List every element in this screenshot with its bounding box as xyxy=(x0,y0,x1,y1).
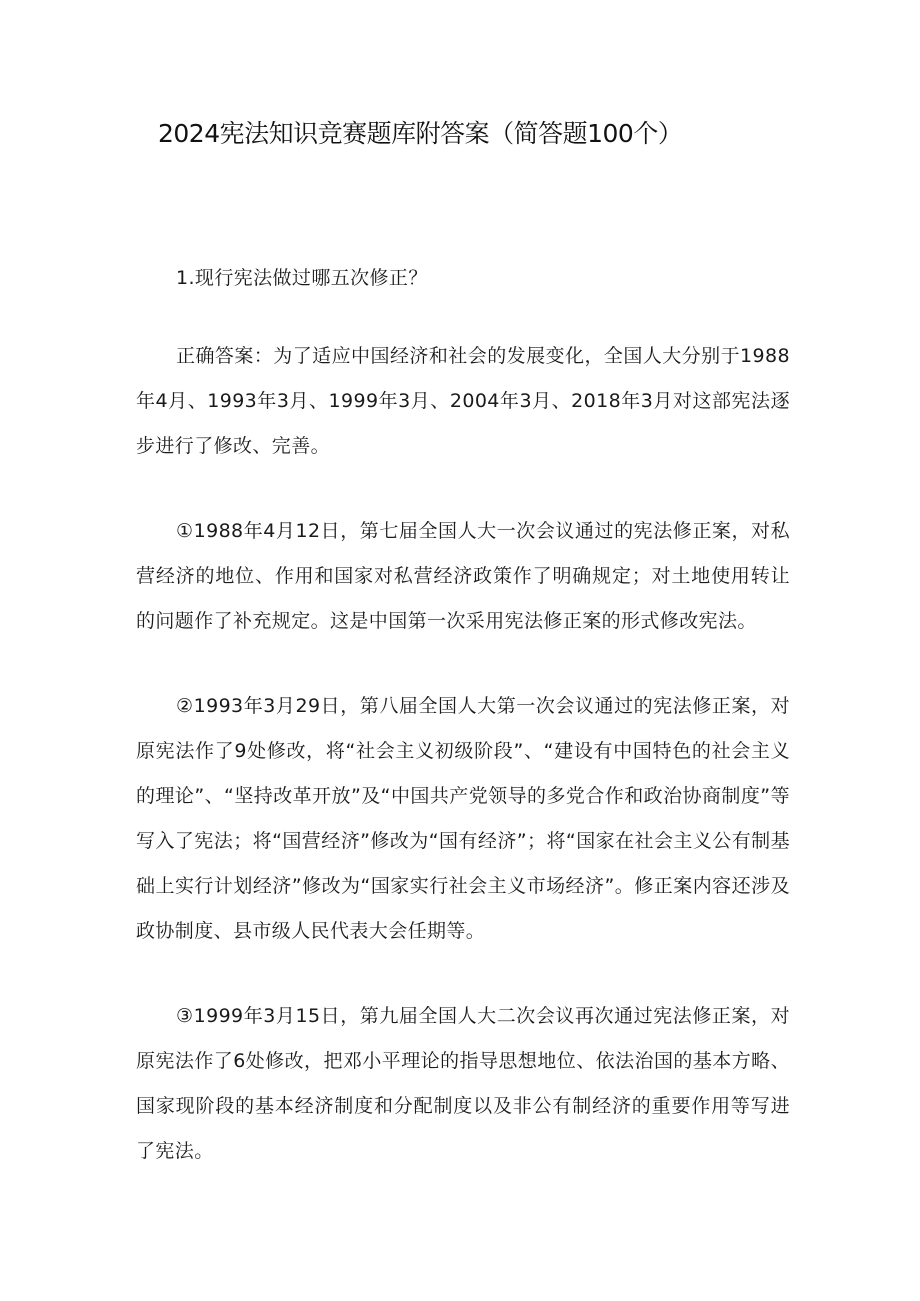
spacer xyxy=(136,301,790,334)
amendment-1988: ①1988年4月12日，第七届全国人大一次会议通过的宪法修正案，对私营经济的地位、作用和国家对私营经济政策作了明确规定；对土地使用转让的问题作了补充规定。这是中国第一次采用宪法修正案的形式修改宪法。 xyxy=(136,520,790,632)
amendment-1993: ②1993年3月29日，第八届全国人大第一次会议通过的宪法修正案，对原宪法作了9处修改，将“社会主义初级阶段”、“建设有中国特色的社会主义的理论”、“坚持改革开放”及“中国共产党领导的多党合作和政治协商制度”等写入了宪法；将“国营经济”修改为“国有经济”；将“国家在社会主义公有制基础上实行计划经济”修改为“国家实行社会主义市场经济”。修正案内容还涉及政协制度、县市级人民代表大会任期等。 xyxy=(136,695,790,942)
document-title: 2024宪法知识竞赛题库附答案（简答题100个） xyxy=(158,119,683,148)
spacer xyxy=(136,644,790,684)
spacer xyxy=(136,954,790,994)
document-body xyxy=(136,256,790,1174)
amendment-1999: ③1999年3月15日，第九届全国人大二次会议再次通过宪法修正案，对原宪法作了6处修改，把邓小平理论的指导思想地位、依法治国的基本方略、国家现阶段的基本经济制度和分配制度以及非公有制经济的重要作用等写进了宪法。 xyxy=(136,1005,790,1162)
answer-intro: 正确答案：为了适应中国经济和社会的发展变化，全国人大分别于1988年4月、1993年3月、1999年3月、2004年3月、2018年3月对这部宪法逐步进行了修改、完善。 xyxy=(136,345,790,457)
spacer xyxy=(136,469,790,509)
question-1: 1.现行宪法做过哪五次修正？ xyxy=(176,267,428,289)
